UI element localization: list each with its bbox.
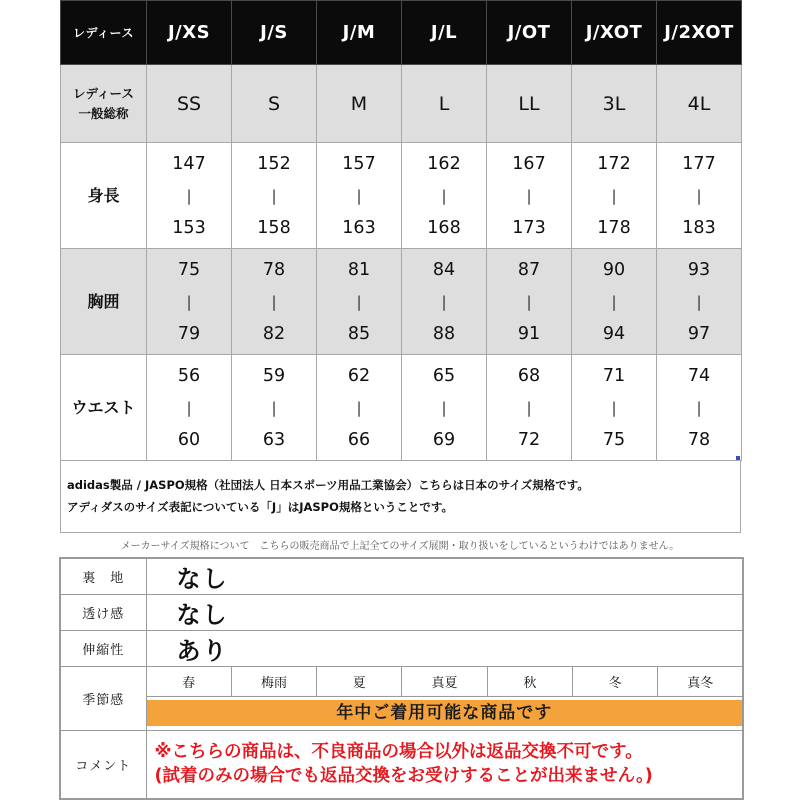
size-note-line: アディダスのサイズ表記についている「J」はJASPO規格ということです。 [67,500,453,514]
range-separator: | [611,398,617,417]
transparency-value: なし [146,595,743,631]
measure-range-cell [657,355,742,461]
range-separator: | [611,292,617,311]
measure-range-cell [317,249,402,355]
measure-label: ウエスト [61,355,147,461]
range-separator: | [356,186,362,205]
range-separator: | [611,186,617,205]
range-min: 167 [512,153,546,174]
size-header-cell: J/S [232,1,317,65]
transparency-label: 透け感 [60,595,146,631]
range-max: 78 [687,429,711,450]
range-min: 71 [602,365,626,386]
season-cell: 梅雨 [231,667,316,697]
size-header-cell: J/XOT [572,1,657,65]
range-min: 90 [602,259,626,280]
range-max: 163 [342,217,376,238]
comment-text [146,731,743,799]
measure-range-cell [317,143,402,249]
measure-range-cell [487,249,572,355]
range-min: 172 [597,153,631,174]
measure-range-cell [147,249,232,355]
range-separator: | [186,186,192,205]
range-max: 79 [177,323,201,344]
general-size-cell: LL [487,65,572,143]
season-names-row [60,667,743,697]
range-separator: | [186,398,192,417]
range-max: 153 [172,217,206,238]
range-min: 68 [517,365,541,386]
lining-label: 裏 地 [60,558,146,595]
size-chart-table [60,0,742,461]
size-footnote: メーカーサイズ規格について こちらの販売商品で上記全てのサイズ展開・取り扱いをしているというわけではありません。 [120,541,680,552]
comment-line: (試着のみの場合でも返品交換をお受けすることが出来ません。) [154,766,653,787]
size-header-label: レディース [61,1,147,65]
range-separator: | [441,186,447,205]
range-max: 178 [597,217,631,238]
season-bar-row [60,697,743,731]
range-min: 87 [517,259,541,280]
size-header-cell: J/L [402,1,487,65]
range-max: 72 [517,429,541,450]
range-max: 168 [427,217,461,238]
range-separator: | [271,292,277,311]
season-label: 季節感 [60,667,146,731]
season-cell: 春 [146,667,231,697]
range-min: 177 [682,153,716,174]
range-min: 152 [257,153,291,174]
range-separator: | [526,398,532,417]
stretch-label: 伸縮性 [60,631,146,667]
measure-range-cell [657,143,742,249]
range-separator: | [526,292,532,311]
measure-label: 胸囲 [61,249,147,355]
measure-range-cell [402,249,487,355]
range-max: 94 [602,323,626,344]
measure-range-cell [402,143,487,249]
size-header-row [61,1,742,65]
general-size-cell: M [317,65,402,143]
range-min: 65 [432,365,456,386]
range-max: 63 [262,429,286,450]
range-max: 82 [262,323,286,344]
range-min: 84 [432,259,456,280]
fabric-info-table [59,557,744,800]
range-min: 56 [177,365,201,386]
general-size-cell: 4L [657,65,742,143]
size-header-cell: J/2XOT [657,1,742,65]
general-size-label-line1: レディース [73,85,134,101]
comment-line: ※こちらの商品は、不良商品の場合以外は返品交換不可です。 [154,742,643,763]
size-note-line: adidas製品 / JASPO規格（社団法人 日本スポーツ用品工業協会）こちらは日本のサイズ規格です。 [67,478,589,492]
range-separator: | [696,292,702,311]
range-min: 157 [342,153,376,174]
stretch-value: あり [146,631,743,667]
range-separator: | [441,292,447,311]
range-max: 69 [432,429,456,450]
measure-range-cell [232,143,317,249]
size-notes-box [60,460,741,533]
measure-range-cell [572,143,657,249]
season-cell: 秋 [487,667,572,697]
comment-label: コメント [60,731,146,799]
measure-range-cell [147,355,232,461]
size-header-cell: J/M [317,1,402,65]
range-max: 158 [257,217,291,238]
general-size-cell: 3L [572,65,657,143]
measure-range-cell [402,355,487,461]
range-max: 75 [602,429,626,450]
measure-range-cell [232,355,317,461]
range-max: 88 [432,323,456,344]
season-bar-cell [146,697,743,731]
stretch-row [60,631,743,667]
waist-row [61,355,742,461]
measure-range-cell [657,249,742,355]
range-separator: | [186,292,192,311]
range-separator: | [526,186,532,205]
range-separator: | [696,398,702,417]
measure-range-cell [487,143,572,249]
range-separator: | [271,398,277,417]
bust-row [61,249,742,355]
season-cell: 冬 [572,667,657,697]
range-separator: | [356,398,362,417]
general-size-label-line2: 一般総称 [78,105,129,121]
season-cell: 真夏 [402,667,487,697]
measure-label: 身長 [61,143,147,249]
measure-range-cell [232,249,317,355]
lining-row [60,558,743,595]
range-separator: | [696,186,702,205]
general-size-cell: SS [147,65,232,143]
range-max: 173 [512,217,546,238]
season-cell: 夏 [317,667,402,697]
range-max: 97 [687,323,711,344]
range-separator: | [271,186,277,205]
size-header-cell: J/XS [147,1,232,65]
measure-range-cell [147,143,232,249]
height-row [61,143,742,249]
measure-range-cell [317,355,402,461]
general-size-cell: L [402,65,487,143]
general-size-label [61,65,147,143]
range-min: 147 [172,153,206,174]
lining-value: なし [146,558,743,595]
measure-range-cell [572,249,657,355]
range-max: 85 [347,323,371,344]
range-max: 66 [347,429,371,450]
general-size-cell: S [232,65,317,143]
range-min: 162 [427,153,461,174]
range-max: 91 [517,323,541,344]
size-header-cell: J/OT [487,1,572,65]
range-min: 59 [262,365,286,386]
season-note-bar: 年中ご着用可能な商品です [147,700,743,726]
range-separator: | [356,292,362,311]
range-min: 62 [347,365,371,386]
range-max: 60 [177,429,201,450]
season-cell: 真冬 [658,667,743,697]
measure-range-cell [487,355,572,461]
range-min: 74 [687,365,711,386]
transparency-row [60,595,743,631]
range-max: 183 [682,217,716,238]
range-min: 93 [687,259,711,280]
range-min: 75 [177,259,201,280]
range-min: 78 [262,259,286,280]
comment-row [60,731,743,799]
range-separator: | [441,398,447,417]
general-size-row [61,65,742,143]
measure-range-cell [572,355,657,461]
range-min: 81 [347,259,371,280]
